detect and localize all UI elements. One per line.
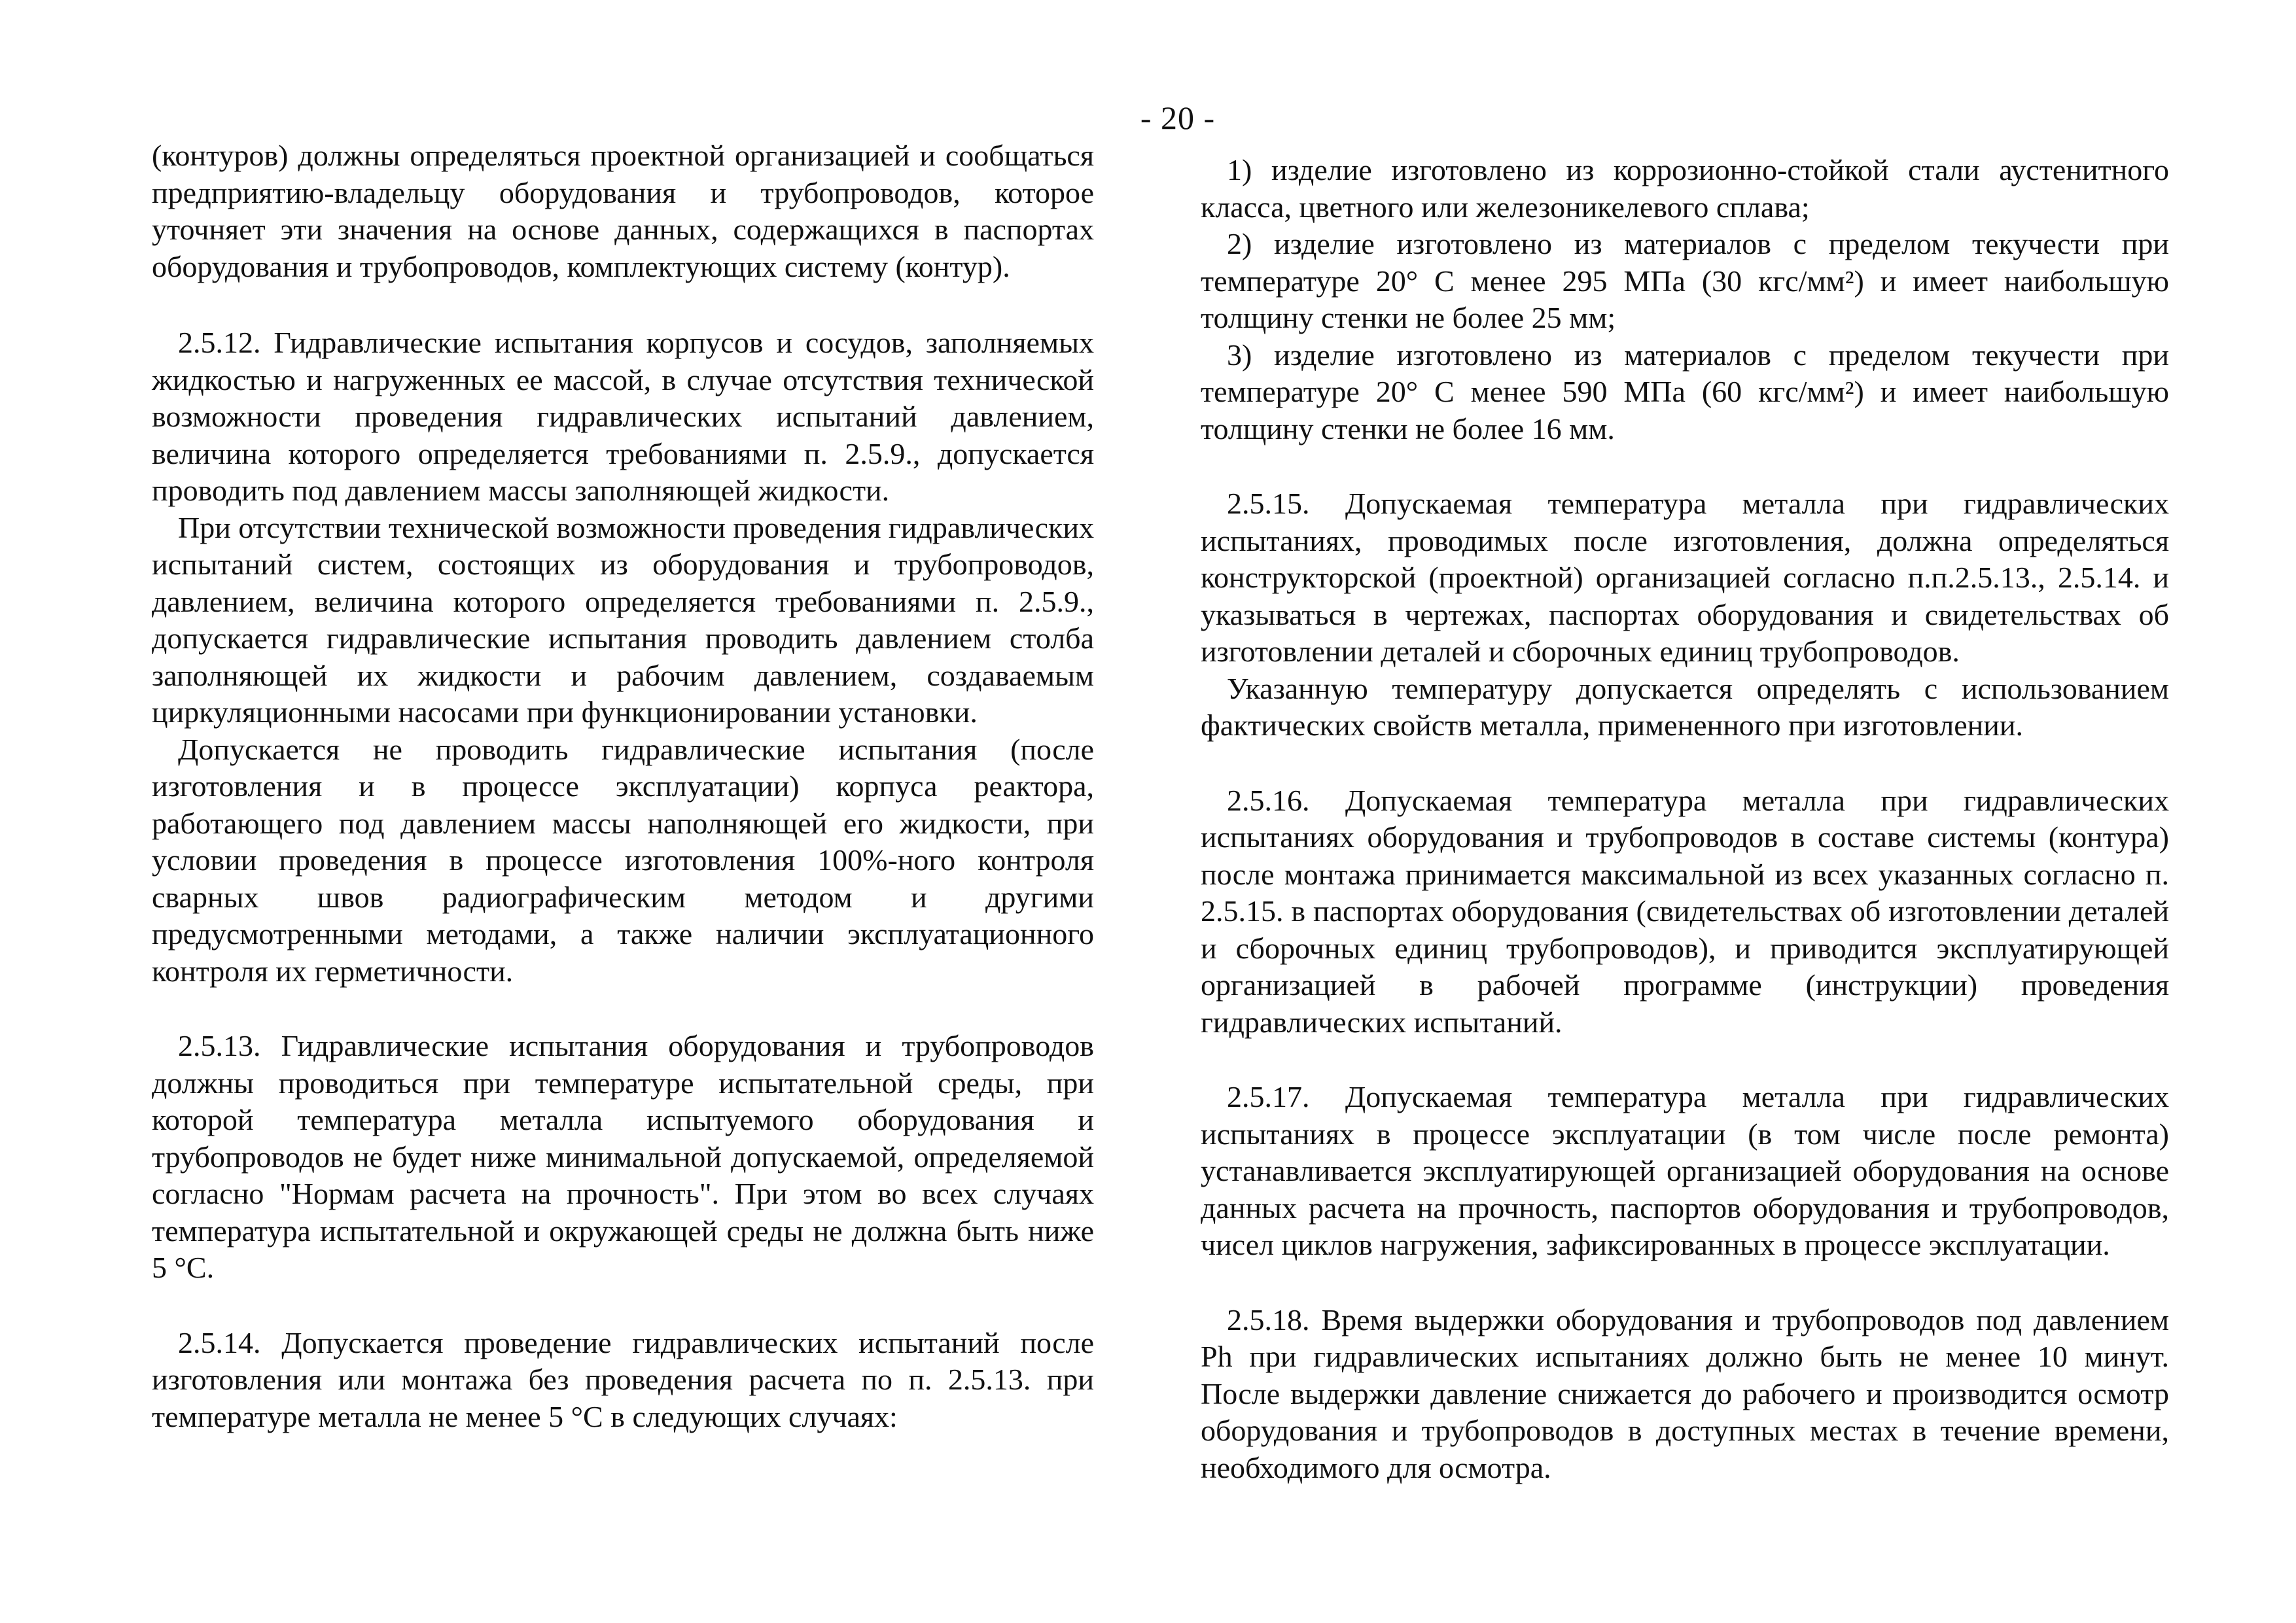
list-item-2: 2) изделие изготовлено из материалов с пределом текучести при температуре 20° С менее 295 МПа (30 кгс/мм²) и имеет наибольшую толщину стенки не более 25 мм; bbox=[1201, 227, 2169, 334]
paragraph-2-5-17: 2.5.17. Допускаемая температура металла при гидравлических испытаниях в процессе эксплуатации (в том числе после ремонта) устанавливается эксплуатирующей организацией оборудования на основе данных расчета на прочность, паспортов оборудования и трубопроводов, чисел циклов нагружения, зафиксированных в процессе эксплуатации. bbox=[1201, 1080, 2169, 1261]
paragraph-2-5-12: 2.5.12. Гидравлические испытания корпусов и сосудов, заполняемых жидкостью и нагруженных ее массой, в случае отсутствия технической возможности проведения гидравлических испытаний давлением, величина которого определяется требованиями п. 2.5.9., допускается проводить под давлением массы заполняющей жидкости. bbox=[152, 326, 1094, 507]
right-column bbox=[1201, 152, 2169, 1486]
list-item-1: 1) изделие изготовлено из коррозионно-стойкой стали аустенитного класса, цветного или железоникелевого сплава; bbox=[1201, 153, 2169, 224]
page-number: - 20 - bbox=[1140, 99, 1216, 136]
paragraph-intro: (контуров) должны определяться проектной организацией и сообщаться предприятию-владельцу оборудования и трубопроводов, которое уточняет эти значения на основе данных, содержащихся в паспортах оборудования и трубопроводов, комплектующих систему (контур). bbox=[152, 139, 1094, 283]
paragraph-2-5-16: 2.5.16. Допускаемая температура металла при гидравлических испытаниях оборудования и трубопроводов в составе системы (контура) после монтажа принимается максимальной из всех указанных согласно п. 2.5.15. в паспортах оборудования (свидетельствах об изготовлении деталей и сборочных единиц трубопроводов), и приводится эксплуатирующей организацией в рабочей программе (инструкции) проведения гидравлических испытаний. bbox=[1201, 783, 2169, 1039]
paragraph-2-5-12-continued: При отсутствии технической возможности проведения гидравлических испытаний систем, состоящих из оборудования и трубопроводов, давлением, величина которого определяется требованиями п. 2.5.9., допускается гидравлические испытания проводить давлением столба заполняющей их жидкости и рабочим давлением, создаваемым циркуляционными насосами при функционировании установки. bbox=[152, 510, 1094, 729]
paragraph-2-5-15-continued: Указанную температуру допускается определять с использованием фактических свойств металла, примененного при изготовлении. bbox=[1201, 671, 2169, 742]
left-column bbox=[152, 137, 1094, 1435]
paragraph-2-5-12-exception: Допускается не проводить гидравлические испытания (после изготовления и в процессе эксплуатации) корпуса реактора, работающего под давлением массы наполняющей его жидкости, при условии проведения в процессе изготовления 100%-ного контроля сварных швов радиографическим методом и другими предусмотренными методами, а также наличии эксплуатационного контроля их герметичности. bbox=[152, 732, 1094, 988]
paragraph-2-5-15: 2.5.15. Допускаемая температура металла при гидравлических испытаниях, проводимых после изготовления, должна определяться конструкторской (проектной) организацией согласно п.п.2.5.13., 2.5.14. и указываться в чертежах, паспортах оборудования и свидетельствах об изготовлении деталей и сборочных единиц трубопроводов. bbox=[1201, 487, 2169, 668]
paragraph-2-5-13: 2.5.13. Гидравлические испытания оборудования и трубопроводов должны проводиться при температуре испытательной среды, при которой температура металла испытуемого оборудования и трубопроводов не будет ниже минимальной допускаемой, определяемой согласно "Нормам расчета на прочность". При этом во всех случаях температура испытательной и окружающей среды не должна быть ниже 5 °С. bbox=[152, 1029, 1094, 1284]
list-item-3: 3) изделие изготовлено из материалов с пределом текучести при температуре 20° С менее 590 МПа (60 кгс/мм²) и имеет наибольшую толщину стенки не более 16 мм. bbox=[1201, 338, 2169, 445]
paragraph-2-5-14: 2.5.14. Допускается проведение гидравлических испытаний после изготовления или монтажа без проведения расчета по п. 2.5.13. при температуре металла не менее 5 °С в следующих случаях: bbox=[152, 1325, 1094, 1433]
paragraph-2-5-18: 2.5.18. Время выдержки оборудования и трубопроводов под давлением Ph при гидравлических испытаниях должно быть не менее 10 минут. После выдержки давление снижается до рабочего и производится осмотр оборудования и трубопроводов в доступных местах в течение времени, необходимого для осмотра. bbox=[1201, 1302, 2169, 1484]
